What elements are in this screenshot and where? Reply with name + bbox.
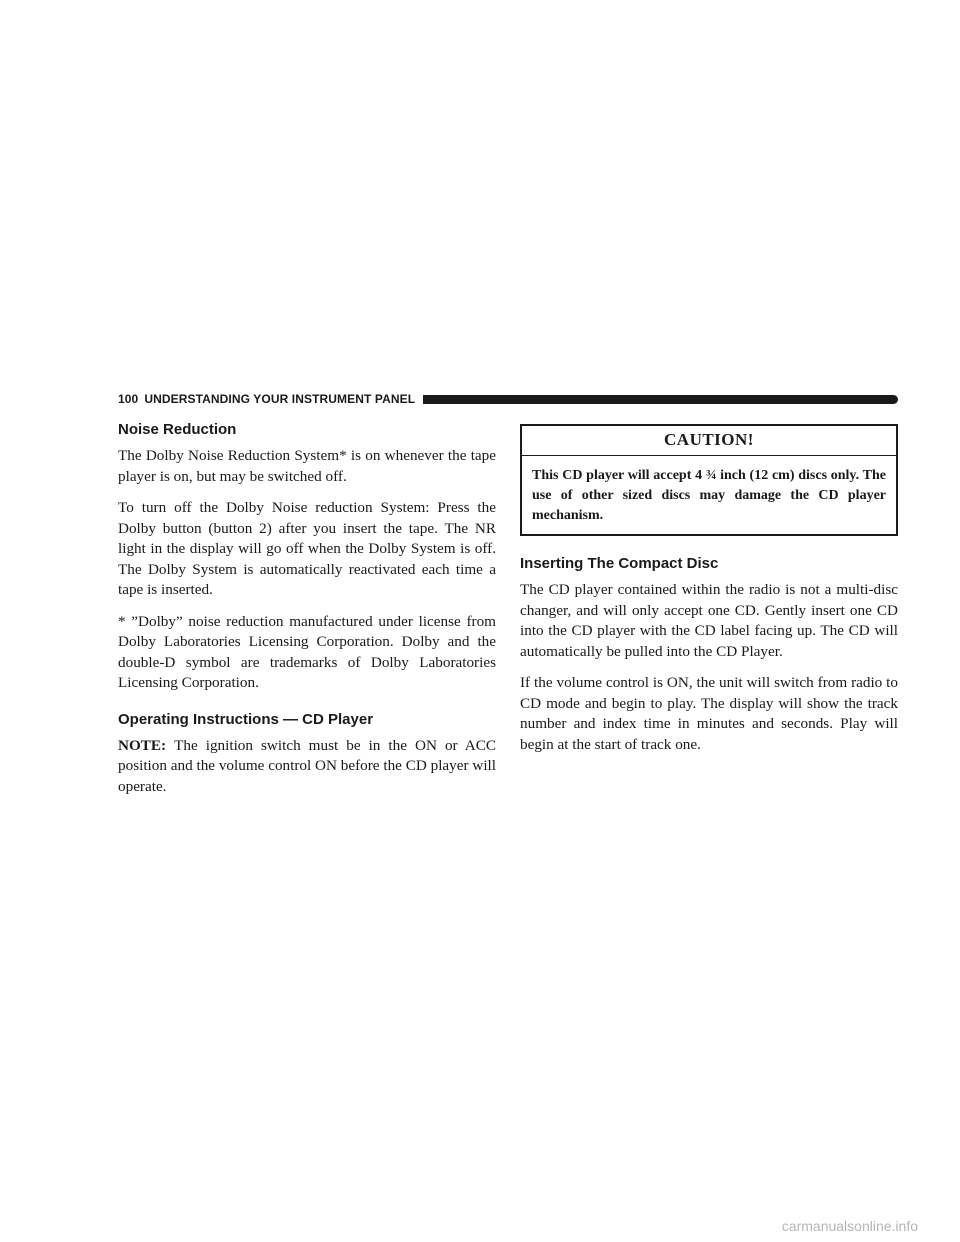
note-text: The ignition switch must be in the ON or ACC position and the volume control ON before the CD player will operate. [118,736,496,795]
header-rule [423,395,898,404]
caution-text: This CD player will accept 4 ¾ inch (12 cm) discs only. The use of other sized discs may damage the CD player mechanism. [532,468,886,523]
cd-player-heading: Operating Instructions — CD Player [118,710,374,728]
inserting-cd-paragraph-2: If the volume control is ON, the unit will switch from radio to CD mode and begin to play. The display will show the track number and index time in minutes and seconds. Play will begin at the start of track one. [520,674,898,753]
page-number: 100 [118,392,139,406]
caution-box [520,424,898,536]
section-title: UNDERSTANDING YOUR INSTRUMENT PANEL [144,392,416,406]
page-header [118,391,898,407]
left-column [118,420,496,808]
footer-watermark: carmanualsonline.info [781,1218,918,1234]
right-column [520,420,898,766]
inserting-cd-paragraph-1: The CD player contained within the radio is not a multi-disc changer, and will only accept one CD. Gently insert one CD into the CD player with the CD label facing up. The CD will automatically be pulled into the CD Player. [520,581,898,660]
caution-title: CAUTION! [522,426,896,456]
note-label: NOTE: [118,736,167,754]
noise-reduction-paragraph-2: To turn off the Dolby Noise reduction System: Press the Dolby button (button 2) after you insert the tape. The NR light in the display will go off when the Dolby System is off. The Dolby System is automatically reactivated each time a tape is inserted. [118,499,496,598]
inserting-cd-heading: Inserting The Compact Disc [520,555,719,572]
cd-player-note [118,736,496,798]
noise-reduction-heading: Noise Reduction [118,421,237,438]
dolby-footnote: * ”Dolby” noise reduction manufactured under license from Dolby Laboratories Licensing Corporation. Dolby and the double-D symbol are trademarks of Dolby Laboratories Licensing Corporation. [118,612,496,691]
noise-reduction-paragraph-1: The Dolby Noise Reduction System* is on whenever the tape player is on, but may be switched off. [118,447,496,485]
